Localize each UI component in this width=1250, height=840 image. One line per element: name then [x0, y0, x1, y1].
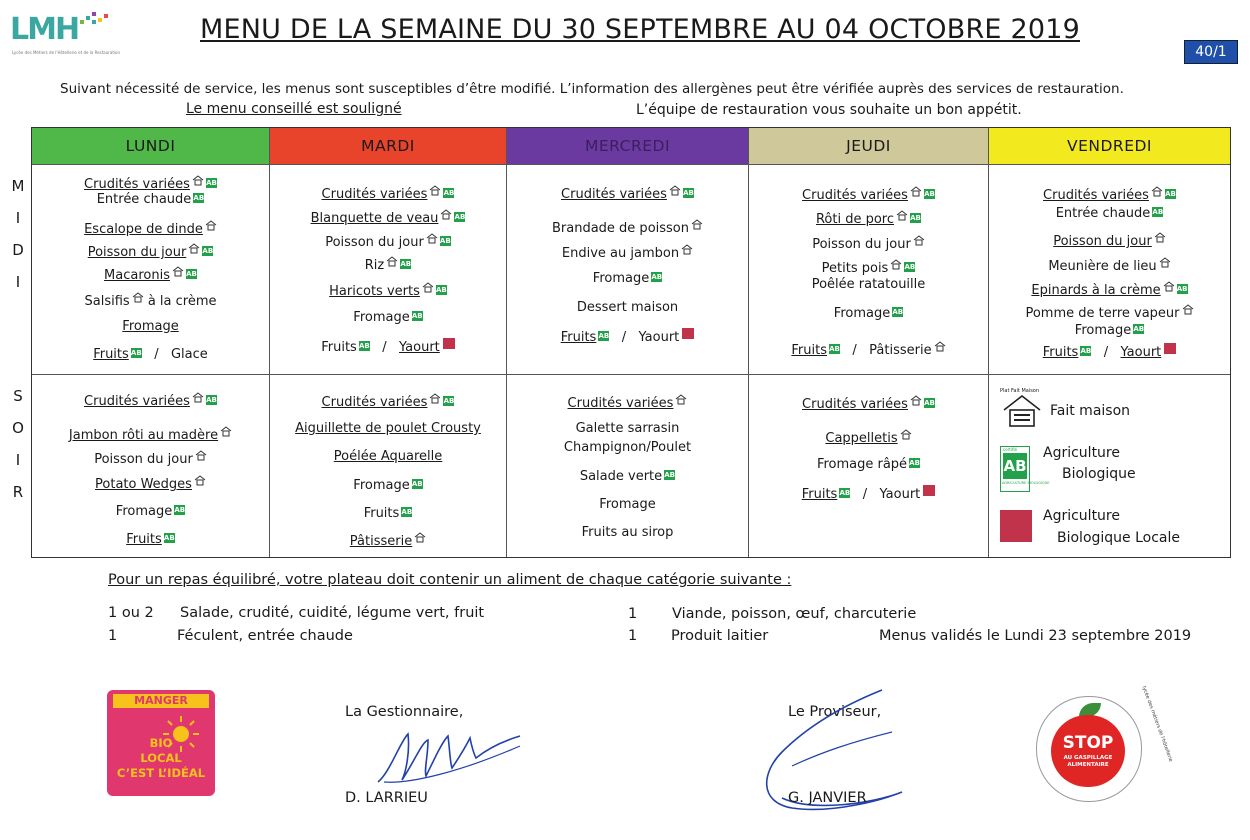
fait-maison-icon [426, 232, 438, 244]
separator: / [369, 340, 400, 355]
dish-name: Fromage [115, 504, 173, 519]
menu-item [270, 449, 506, 464]
dish-name: Fruits [801, 487, 838, 502]
fait-maison-icon [900, 428, 912, 440]
fait-maison-icon [1182, 303, 1194, 315]
rule-text: Féculent, entrée chaude [177, 628, 353, 644]
fait-maison-icon [194, 474, 206, 486]
legend-fait-maison: Fait maison [1050, 403, 1131, 419]
page-title: MENU DE LA SEMAINE DU 30 SEPTEMBRE AU 04 OCTOBRE 2019 [200, 14, 1080, 45]
dish-name: Poêlée ratatouille [811, 277, 926, 292]
dish-name: Brandade de poisson [551, 221, 689, 236]
day-header: LUNDI [32, 128, 269, 165]
menu-item [749, 394, 988, 412]
badge-top-text: MANGER [113, 694, 209, 708]
fait-maison-icon [681, 243, 693, 255]
dish-name: Haricots verts [329, 284, 420, 299]
bon-appetit-text: L’équipe de restauration vous souhaite un bon appétit. [636, 102, 1022, 118]
menu-item [270, 208, 506, 226]
menu-item [32, 319, 269, 334]
bio-locale-icon [1164, 343, 1176, 354]
dish-name: Macaronis [104, 268, 170, 283]
fait-maison-icon [675, 393, 687, 405]
stop-ring-text: lycée des métiers de l'hôtellerie [1140, 685, 1174, 763]
fait-maison-icon [1163, 280, 1175, 292]
bio-ab-icon: AB [202, 247, 214, 255]
menu-item [989, 231, 1230, 249]
gestionnaire-name: D. LARRIEU [345, 790, 428, 806]
allergen-notice: Suivant nécessité de service, les menus sont susceptibles d’être modifié. L’information des allergènes peut être vérifiée auprès des services de restauration. [60, 81, 1124, 97]
menu-item [270, 255, 506, 273]
menu-item [32, 449, 269, 467]
fait-maison-icon [414, 531, 426, 543]
dish-name: Cappelletis [825, 431, 898, 446]
dish-name: Fruits [126, 532, 162, 547]
menu-item [749, 258, 988, 276]
rule-qty: 1 ou 2 [108, 605, 154, 621]
menu-item [32, 219, 269, 237]
bio-locale-icon [682, 328, 694, 339]
menu-item [749, 457, 988, 472]
bio-ab-icon: AB [1165, 190, 1176, 198]
menu-item [32, 532, 269, 547]
fait-maison-icon [192, 391, 204, 403]
legend-bio-locale-line2: Biologique Locale [1057, 530, 1181, 546]
dish-name: Salade verte [579, 469, 663, 484]
dish-alternative: Yaourt [879, 487, 921, 502]
side-letter: I [15, 273, 21, 291]
dish-name: Poisson du jour [94, 452, 193, 467]
dish-name: Fromage [592, 271, 650, 286]
menu-item [32, 242, 269, 260]
dish-name: Fromage [122, 319, 179, 334]
fait-maison-icon [1159, 256, 1171, 268]
dish-name: Blanquette de veau [310, 211, 439, 226]
bio-ab-icon: AB [924, 399, 935, 407]
menu-item [32, 391, 269, 409]
fait-maison-icon [188, 242, 200, 254]
logo-text: LMH [10, 12, 79, 47]
dish-name: Galette sarrasin [575, 421, 680, 436]
balanced-meal-title: Pour un repas équilibré, votre plateau doit contenir un aliment de chaque catégorie suivante : [108, 572, 792, 588]
day-column-lundi [32, 128, 270, 557]
dish-name: Fruits [321, 340, 357, 355]
menu-item [507, 328, 748, 345]
rule-qty: 1 [628, 606, 638, 622]
fait-maison-icon [910, 185, 922, 197]
menu-item [749, 306, 988, 321]
menu-item [507, 497, 748, 512]
day-column-mercredi [507, 128, 749, 557]
dish-name: Petits pois [821, 261, 889, 276]
separator: / [1091, 345, 1121, 360]
fait-maison-icon [386, 255, 398, 267]
gestionnaire-label: La Gestionnaire, [345, 704, 464, 720]
menu-item [507, 525, 748, 540]
fait-maison-icon [691, 218, 703, 230]
menu-item [749, 209, 988, 227]
fait-maison-icon [934, 340, 946, 352]
legend-bio-line2: Biologique [1062, 466, 1136, 482]
menu-item [507, 393, 748, 411]
dish-name: Crudités variées [321, 395, 428, 410]
dish-name: Meunière de lieu [1048, 259, 1157, 274]
manger-bio-local-badge [107, 690, 215, 796]
logo-subtext: Lycée des Métiers de l'Hôtellerie et de la Restauration [12, 50, 121, 55]
side-letter: D [12, 241, 24, 259]
day-column-mardi [270, 128, 507, 557]
bio-ab-icon: AB [206, 179, 217, 187]
bio-ab-icon: AB [186, 270, 197, 278]
page-number-badge: 40/1 [1184, 40, 1238, 64]
rule-text: Salade, crudité, cuidité, légume vert, fruit [180, 605, 485, 621]
badge-line1: BIO [149, 736, 173, 750]
menu-item [32, 192, 269, 207]
stop-text: STOP [1062, 733, 1114, 753]
badge-line2: LOCAL [140, 751, 182, 765]
bio-ab-icon: AB [443, 397, 455, 405]
dish-name: Fruits [1042, 345, 1079, 360]
dish-name: Rôti de porc [815, 212, 895, 227]
fait-maison-icon [669, 184, 681, 196]
bio-ab-icon: AB [443, 189, 455, 197]
dish-name: Pâtisserie [349, 534, 413, 549]
fait-maison-icon [1151, 185, 1163, 197]
menu-item [749, 340, 988, 358]
recommended-menu-note: Le menu conseillé est souligné [186, 101, 402, 117]
bio-ab-icon: AB [924, 190, 935, 198]
dish-suffix: à la crème [143, 294, 217, 309]
rule-text: Produit laitier [671, 628, 769, 644]
dish-name: Salsifis [84, 294, 130, 309]
menu-item [749, 234, 988, 252]
dish-name: Crudités variées [1043, 188, 1149, 203]
separator: / [850, 487, 880, 502]
side-letter: S [13, 387, 23, 405]
day-header: VENDREDI [989, 128, 1230, 165]
dish-name: Fromage [599, 497, 656, 512]
bio-locale-icon [1000, 510, 1032, 542]
menu-item [270, 421, 506, 436]
menu-item [989, 343, 1230, 360]
separator: / [141, 347, 171, 362]
menu-item [32, 474, 269, 492]
menu-item [989, 303, 1230, 321]
dish-alternative: Yaourt [638, 330, 680, 345]
dish-name: Crudités variées [321, 187, 428, 202]
menu-item [989, 206, 1230, 221]
dish-name: Escalope de dinde [84, 222, 203, 237]
dish-name: Poisson du jour [325, 235, 424, 250]
fait-maison-icon [890, 258, 902, 270]
bio-ab-icon: AB [651, 273, 663, 281]
menu-item [507, 440, 748, 455]
rule-qty: 1 [108, 628, 118, 644]
dish-name: Entrée chaude [96, 192, 192, 207]
fait-maison-icon [429, 184, 441, 196]
bio-ab-icon: AB [683, 189, 694, 197]
dish-name: Fromage [353, 310, 410, 325]
menu-item [749, 277, 988, 292]
dish-name: Crudités variées [561, 187, 667, 202]
bio-ab-icon: AB [435, 286, 447, 294]
dish-name: Fromage [1074, 323, 1132, 338]
fait-maison-icon [1154, 231, 1166, 243]
fait-maison-icon [440, 208, 452, 220]
menu-item [270, 506, 506, 521]
bio-ab-icon: AB [411, 480, 423, 488]
day-column-vendredi [989, 128, 1230, 557]
menu-item [32, 347, 269, 362]
menu-item [507, 300, 748, 315]
dish-name: Poisson du jour [812, 237, 911, 252]
menu-item [270, 338, 506, 355]
side-letter: I [15, 451, 21, 469]
dish-alternative: Yaourt [1120, 345, 1162, 360]
menu-item [32, 174, 269, 192]
dish-name: Crudités variées [84, 177, 190, 192]
dish-name: Dessert maison [576, 300, 679, 315]
stop-subtext: AU GASPILLAGE ALIMENTAIRE [1063, 755, 1113, 768]
dish-name: Crudités variées [802, 397, 908, 412]
bio-ab-icon: AB [664, 471, 676, 479]
side-letter: O [12, 419, 24, 437]
bio-ab-icon: AB [130, 349, 142, 357]
bio-ab-icon: AB [358, 342, 370, 350]
menus-validated-date: Menus validés le Lundi 23 septembre 2019 [879, 628, 1192, 644]
dish-name: Aiguillette de poulet Crousty [295, 421, 481, 436]
menu-item [270, 478, 506, 493]
school-logo [10, 10, 121, 55]
menu-item [989, 323, 1230, 338]
menu-item [32, 291, 269, 309]
menu-item [270, 184, 506, 202]
ab-icon-bottom: AGRICULTURE BIOLOGIQUE [1002, 481, 1050, 485]
legend-bio-locale-line1: Agriculture [1043, 508, 1120, 524]
side-letter: R [12, 483, 24, 501]
bio-ab-icon: AB [163, 534, 175, 542]
rule-qty: 1 [628, 628, 638, 644]
menu-item [32, 425, 269, 443]
menu-item [32, 504, 269, 519]
menu-item [270, 392, 506, 410]
bio-ab-icon: AB [910, 214, 921, 222]
fait-maison-icon [172, 265, 184, 277]
menu-item [507, 421, 748, 436]
agriculture-biologique-icon [1000, 446, 1050, 492]
stop-gaspillage-logo [1036, 685, 1174, 802]
menu-item [507, 271, 748, 286]
dish-name: Crudités variées [84, 394, 190, 409]
bio-ab-icon: AB [1133, 325, 1145, 333]
dish-name: Poélée Aquarelle [333, 449, 443, 464]
rule-text: Viande, poisson, œuf, charcuterie [672, 606, 917, 622]
fait-maison-icon [220, 425, 232, 437]
fait-maison-icon [1000, 388, 1044, 432]
menu-item [507, 184, 748, 202]
menu-item [270, 281, 506, 299]
separator: / [839, 343, 870, 358]
fait-maison-icon [429, 392, 441, 404]
dish-name: Epinards à la crème [1031, 283, 1161, 298]
bio-ab-icon: AB [1176, 285, 1188, 293]
fait-maison-icon [910, 394, 922, 406]
fait-maison-icon [896, 209, 908, 221]
bio-ab-icon: AB [454, 213, 466, 221]
bio-ab-icon: AB [439, 237, 451, 245]
dish-alternative: Pâtisserie [869, 343, 932, 358]
menu-item [749, 485, 988, 502]
fait-maison-icon [205, 219, 217, 231]
ab-icon-top: certifié [1003, 447, 1017, 452]
menu-item [749, 185, 988, 203]
fait-maison-icon [132, 291, 144, 303]
menu-item [270, 232, 506, 250]
dish-alternative: Yaourt [399, 340, 440, 355]
proviseur-label: Le Proviseur, [788, 704, 882, 720]
dish-name: Fruits [93, 347, 129, 362]
fait-maison-icon [192, 174, 204, 186]
logo-dots [80, 12, 108, 28]
dish-name: Fromage [353, 478, 410, 493]
gestionnaire-signature [370, 712, 530, 792]
bio-ab-icon: AB [411, 312, 423, 320]
legend-bio-line1: Agriculture [1043, 445, 1120, 461]
bio-ab-icon: AB [904, 263, 916, 271]
dish-name: Fruits [560, 330, 597, 345]
bio-ab-icon: AB [598, 332, 610, 340]
menu-item [270, 531, 506, 549]
day-header: JEUDI [749, 128, 988, 165]
ab-icon-letters: AB [1003, 453, 1027, 479]
bio-ab-icon: AB [206, 396, 217, 404]
dish-name: Fruits au sirop [581, 525, 674, 540]
menu-item [507, 243, 748, 261]
menu-item [749, 428, 988, 446]
dish-name: Pomme de terre vapeur [1025, 306, 1180, 321]
dish-name: Fromage râpé [816, 457, 908, 472]
menu-item [32, 265, 269, 283]
bio-locale-icon [923, 485, 935, 496]
dish-name: Potato Wedges [95, 477, 192, 492]
dish-name: Fromage [833, 306, 891, 321]
dish-name: Entrée chaude [1055, 206, 1151, 221]
fait-maison-icon [913, 234, 925, 246]
side-letter: M [11, 177, 25, 195]
menu-item [989, 185, 1230, 203]
dish-name: Fruits [791, 343, 827, 358]
dish-name: Champignon/Poulet [563, 440, 692, 455]
bio-ab-icon: AB [401, 508, 413, 516]
bio-ab-icon: AB [193, 194, 205, 202]
day-column-jeudi [749, 128, 989, 557]
dish-name: Riz [364, 258, 385, 273]
dish-name: Endive au jambon [561, 246, 680, 261]
bio-locale-icon [443, 338, 455, 349]
dish-name: Crudités variées [802, 188, 908, 203]
fait-maison-icon-text: Plat Fait Maison [1000, 388, 1040, 394]
fait-maison-icon [195, 449, 207, 461]
badge-line3: C’EST L’IDÉAL [116, 766, 206, 780]
bio-ab-icon: AB [400, 260, 412, 268]
day-header: MERCREDI [507, 128, 748, 165]
bio-ab-icon: AB [892, 308, 904, 316]
dish-alternative: Glace [170, 347, 208, 362]
bio-ab-icon: AB [174, 506, 186, 514]
side-letter: I [15, 209, 21, 227]
menu-table [31, 127, 1231, 558]
dish-name: Poisson du jour [1053, 234, 1152, 249]
menu-item [270, 310, 506, 325]
bio-ab-icon: AB [829, 345, 840, 353]
fait-maison-icon [422, 281, 434, 293]
separator: / [609, 330, 639, 345]
bio-ab-icon: AB [1080, 347, 1092, 355]
menu-item [989, 280, 1230, 298]
proviseur-name: G. JANVIER [788, 790, 867, 806]
bio-ab-icon: AB [909, 459, 920, 467]
dish-name: Jambon rôti au madère [68, 428, 219, 443]
bio-ab-icon: AB [1152, 208, 1164, 216]
dish-name: Crudités variées [567, 396, 674, 411]
dish-name: Fruits [363, 506, 400, 521]
bio-ab-icon: AB [839, 489, 851, 497]
dish-name: Poisson du jour [87, 245, 187, 260]
day-header: MARDI [270, 128, 506, 165]
menu-item [989, 256, 1230, 274]
menu-item [507, 218, 748, 236]
menu-item [507, 469, 748, 484]
